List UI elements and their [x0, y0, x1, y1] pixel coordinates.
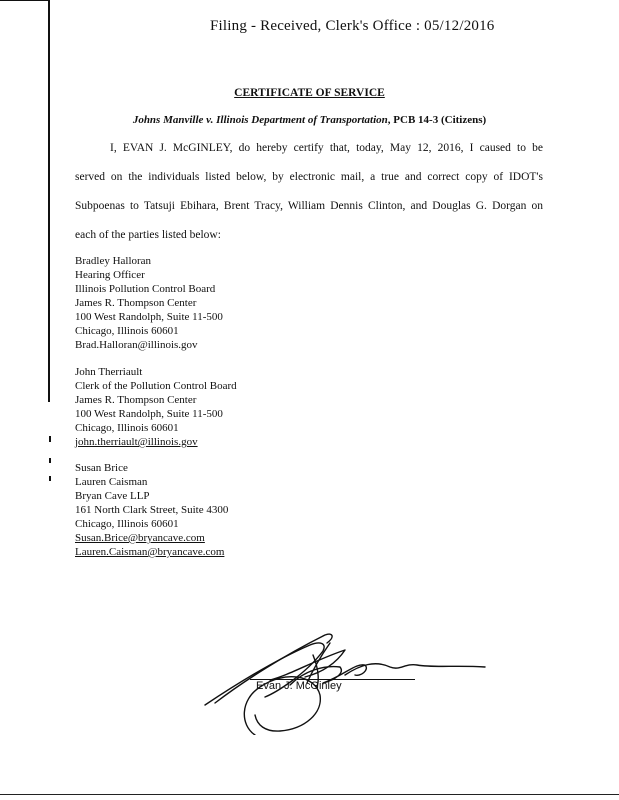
recipient-city: Chicago, Illinois 60601 — [75, 325, 179, 337]
margin-mark — [49, 476, 51, 481]
left-margin-line — [48, 0, 50, 402]
margin-mark — [49, 458, 51, 463]
recipient-title: Hearing Officer — [75, 269, 145, 281]
recipient-title: Clerk of the Pollution Control Board — [75, 380, 237, 392]
page-bottom-rule — [0, 794, 619, 795]
recipient-street: 100 West Randolph, Suite 11-500 — [75, 311, 223, 323]
recipient-email-2[interactable]: Lauren.Caisman@bryancave.com — [75, 546, 225, 558]
signer-name: Evan J. McGinley — [256, 680, 342, 692]
recipient-email[interactable]: Brad.Halloran@illinois.gov — [75, 339, 198, 351]
case-number: PCB 14-3 (Citizens) — [393, 114, 487, 126]
recipient-street: 161 North Clark Street, Suite 4300 — [75, 504, 229, 516]
service-recipient-therriault — [75, 365, 237, 449]
recipient-building: James R. Thompson Center — [75, 297, 197, 309]
recipient-organization: Bryan Cave LLP — [75, 490, 150, 502]
margin-mark — [49, 436, 51, 442]
certification-line-3: Subpoenas to Tatsuji Ebihara, Brent Tracy, William Dennis Clinton, and Douglas G. Dorgan on — [75, 200, 543, 212]
recipient-name: Bradley Halloran — [75, 255, 152, 267]
handwritten-signature — [195, 625, 495, 735]
recipient-building: James R. Thompson Center — [75, 394, 197, 406]
recipient-email[interactable]: john.therriault@illinois.gov — [75, 436, 198, 448]
service-recipient-halloran — [75, 254, 223, 352]
recipient-organization: Illinois Pollution Control Board — [75, 283, 216, 295]
recipient-city: Chicago, Illinois 60601 — [75, 422, 179, 434]
certification-line-4: each of the parties listed below: — [75, 229, 221, 241]
case-caption: Johns Manville v. Illinois Department of Transportation, PCB 14-3 (Citizens) — [132, 114, 487, 126]
recipient-name: Susan Brice — [75, 462, 128, 474]
case-name: Johns Manville v. Illinois Department of Transportation — [132, 114, 388, 126]
service-recipient-bryan-cave — [75, 461, 228, 559]
certification-line-1: I, EVAN J. McGINLEY, do hereby certify that, today, May 12, 2016, I caused to be — [110, 142, 543, 154]
filing-stamp: Filing - Received, Clerk's Office : 05/12/2016 — [210, 18, 495, 34]
recipient-city: Chicago, Illinois 60601 — [75, 518, 179, 530]
document-title: CERTIFICATE OF SERVICE — [234, 87, 385, 99]
top-left-border — [0, 0, 50, 1]
recipient-name: John Therriault — [75, 366, 143, 378]
certification-line-2: served on the individuals listed below, by electronic mail, a true and correct copy of IDOT's — [75, 171, 543, 183]
recipient-email[interactable]: Susan.Brice@bryancave.com — [75, 532, 205, 544]
recipient-street: 100 West Randolph, Suite 11-500 — [75, 408, 223, 420]
recipient-name-2: Lauren Caisman — [75, 476, 148, 488]
